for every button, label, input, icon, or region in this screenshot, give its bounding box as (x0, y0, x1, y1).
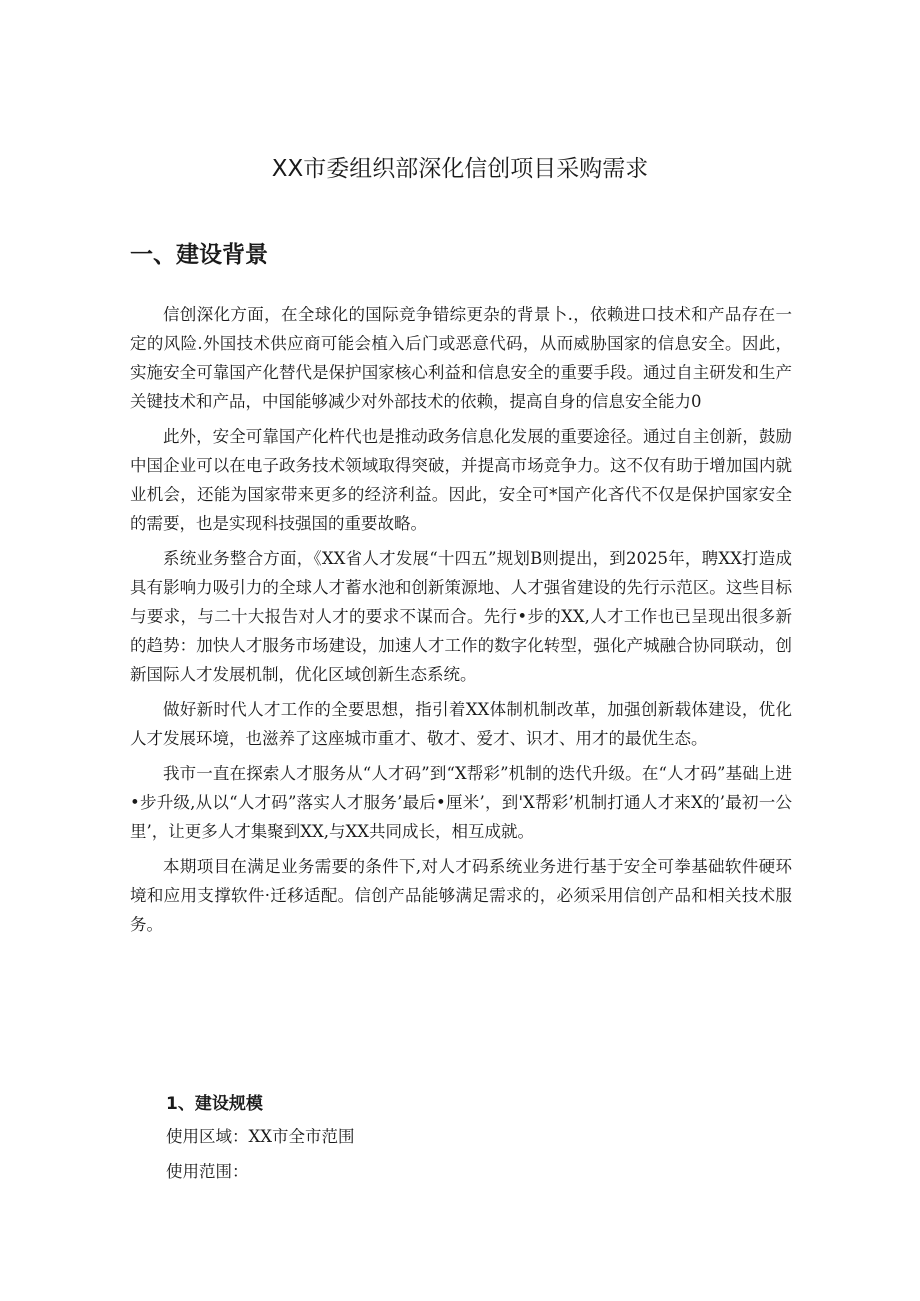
paragraph: 系统业务整合方面，《XX省人才发展“十四五”规划B则提出，到2025年，聘XX打造成具有影响力吸引力的全球人才蓄水池和创新策源地、人才强省建设的先行示范区。这些目标与要求，与二十大报告对人才的要求不谋而合。先行•步的XX,人才工作也已呈现出很多新的趋势：加快人才服务市场建设，加速人才工作的数字化转型，强化产城融合协同联动，创新国际人才发展机制，优化区域创新生态系统。 (130, 549, 792, 684)
sub-heading-scale: 1、建设规模 (166, 1094, 263, 1114)
paragraph: 我市一直在探索人才服务从“人才码”到“X帮彩”机制的迭代升级。在“人才码”基础上进•步升级,从以“人才码”落实人才服务’最后•厘米’，到'X帮彩’机制打通人才来X的’最初一公里’，让更多人才集聚到XX,与XX共同成长，相互成就。 (130, 764, 792, 841)
usage-area-line: 使用区域：XX市全市范围 (166, 1127, 355, 1146)
section-heading-background: 一、建设背景 (130, 242, 268, 268)
paragraph: 本期项目在满足业务需要的条件下,对人才码系统业务进行基于安全可拳基础软件硬环境和应用支撑软件·迁移适配。信创产品能够满足需求的，必须采用信创产品和相关技术服务。 (130, 857, 792, 934)
usage-scope-line: 使用范围： (166, 1162, 249, 1181)
document-body (130, 300, 792, 945)
paragraph: 信创深化方面，在全球化的国际竞争错综更杂的背景卜.，依赖进口技术和产品存在一定的风险.外国技术供应商可能会植入后门或恶意代码，从而威胁国家的信息安全。因此，实施安全可靠国产化替代是保护国家核心利益和信息安全的重要手段。通过自主研发和生产关键技术和产品，中国能够减少对外部技术的依赖，提高自身的信息安全能力0 (130, 305, 792, 411)
paragraph: 做好新时代人才工作的全要思想，指引着XX体制机制改革，加强创新载体建设，优化人才发展环境，也滋养了这座城市重才、敬才、爱才、识才、用才的最优生态。 (130, 700, 792, 748)
document-title: XX市委组织部深化信创项目采购需求 (271, 156, 649, 182)
paragraph: 此外，安全可靠国产化杵代也是推动政务信息化发展的重要途径。通过自主创新，鼓励中国企业可以在电子政务技术领域取得突破，并提高市场竞争力。这不仅有助于增加国内就业机会，还能为国家带来更多的经济利益。因此，安全可*国产化吝代不仅是保护国家安全的需要，也是实现科技强国的重要故略。 (130, 427, 792, 533)
